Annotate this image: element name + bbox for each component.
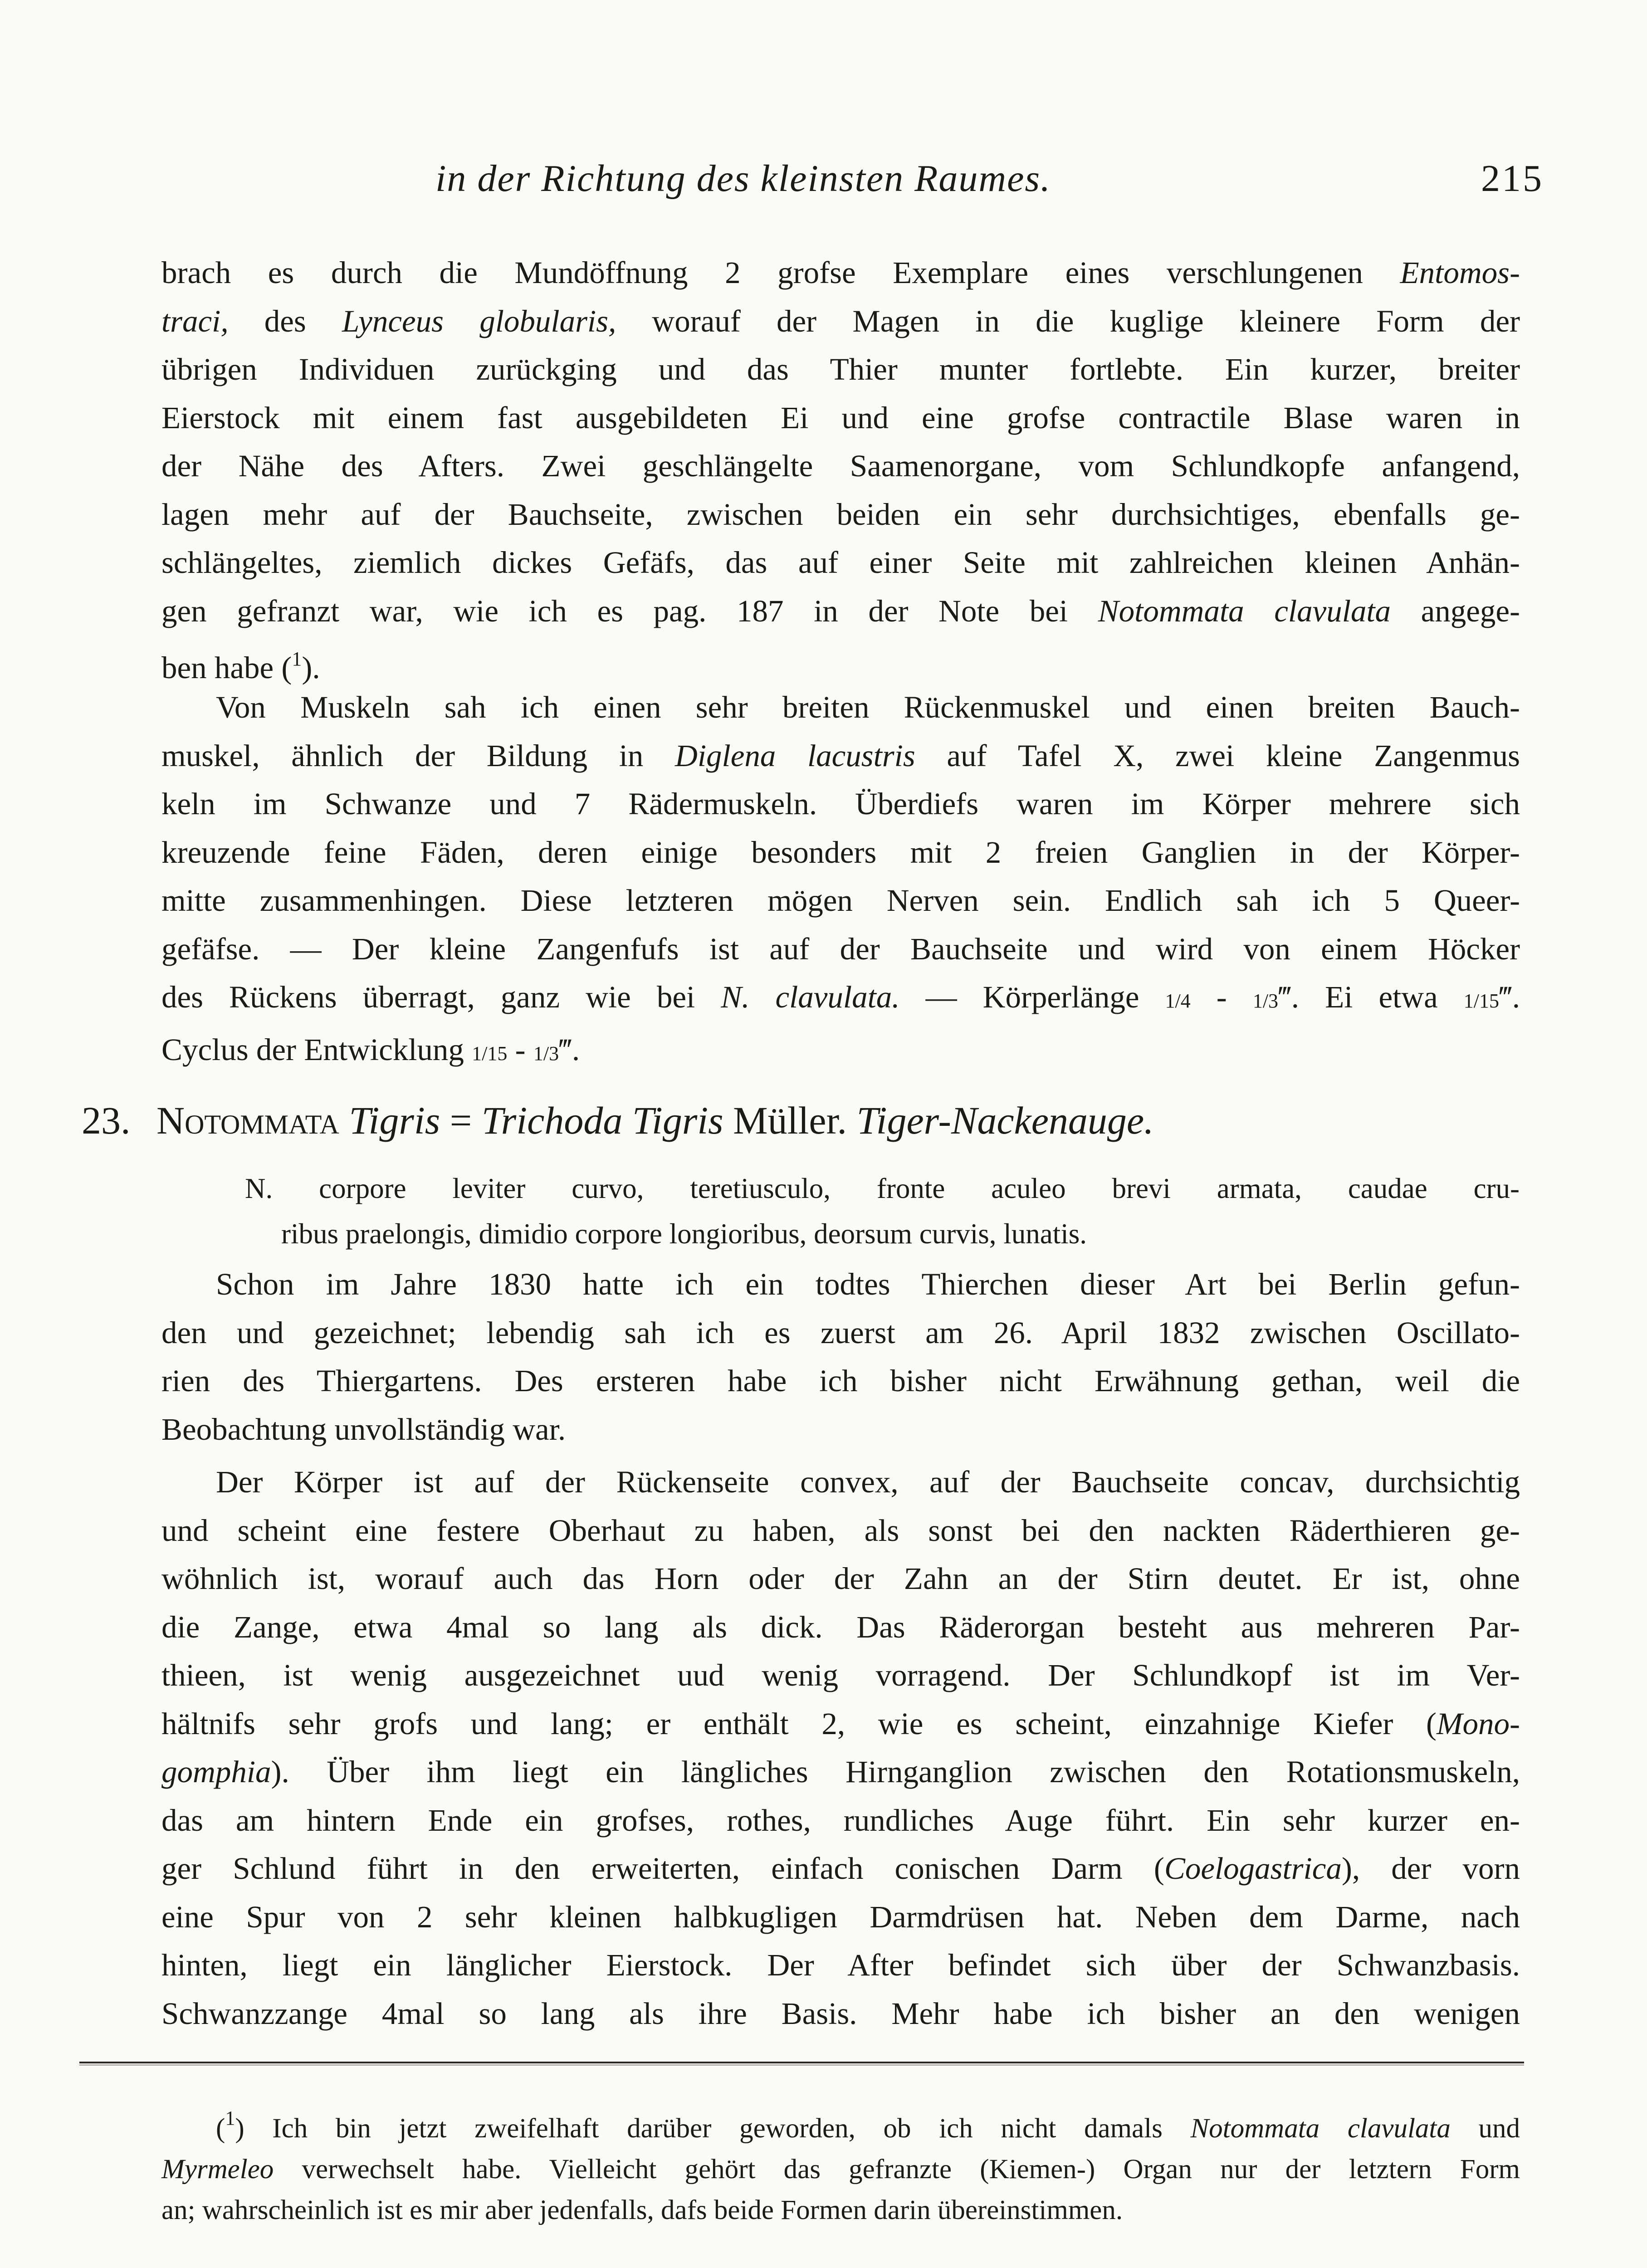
text-line: muskel, ähnlich der Bildung in Diglena lacustris auf Tafel X, zwei kleine Zangenmus <box>161 738 1520 773</box>
paragraph-continued <box>161 249 1520 692</box>
fraction: 1/4 <box>1165 990 1191 1012</box>
species-number: 23. <box>82 1099 131 1142</box>
fraction: 1/3 <box>1252 990 1279 1012</box>
text-line: Myrmeleo verwechselt habe. Vielleicht gehört das gefranzte (Kiemen-) Organ nur der letztern Form <box>161 2154 1520 2185</box>
text-line: und scheint eine festere Oberhaut zu haben, als sonst bei den nackten Räderthieren ge- <box>161 1513 1520 1548</box>
genus-name: Notommata <box>156 1099 339 1142</box>
text-line: brach es durch die Mundöffnung 2 grofse Exemplare eines verschlungenen Entomos- <box>161 255 1520 290</box>
latin-diagnosis <box>245 1166 1520 1256</box>
text-line: eine Spur von 2 sehr kleinen halbkugligen Darmdrüsen hat. Neben dem Darme, nach <box>161 1899 1520 1934</box>
text-line: lagen mehr auf der Bauchseite, zwischen beiden ein sehr durchsichtiges, ebenfalls ge- <box>161 497 1520 532</box>
text-line: rien des Thiergartens. Des ersteren habe ich bisher nicht Erwähnung gethan, weil die <box>161 1364 1520 1398</box>
fraction: 1/3 <box>533 1042 559 1065</box>
text-line: schlängeltes, ziemlich dickes Gefäfs, das auf einer Seite mit zahlreichen kleinen Anhän- <box>161 545 1520 580</box>
footnote <box>161 2098 1520 2231</box>
text-line: ($^1$) Ich bin jetzt zweifelhaft darüber geworden, ob ich nicht damals Notommata clavulata und <box>216 2107 1520 2144</box>
text-line: kreuzende feine Fäden, deren einige besonders mit 2 freien Ganglien in der Körper- <box>161 835 1520 870</box>
footnote-rule <box>79 2062 1524 2063</box>
text-line: übrigen Individuen zurückging und das Thier munter fortlebte. Ein kurzer, breiter <box>161 352 1520 386</box>
text-line: wöhnlich ist, worauf auch das Horn oder der Zahn an der Stirn deutet. Er ist, ohne <box>161 1561 1520 1596</box>
author-name: Müller. <box>733 1099 847 1142</box>
paragraph-anatomy <box>161 1458 1520 2038</box>
text-line: ribus praelongis, dimidio corpore longioribus, deorsum curvis, lunatis. <box>281 1218 1087 1250</box>
fraction: 1/15 <box>472 1042 508 1065</box>
species-epithet: Tigris <box>349 1099 440 1142</box>
text-line: N. corpore leviter curvo, teretiusculo, fronte aculeo brevi armata, caudae cru- <box>245 1173 1520 1204</box>
text-line: gen gefranzt war, wie ich es pag. 187 in der Note bei Notommata clavulata angege- <box>161 593 1520 628</box>
text-line: an; wahrscheinlich ist es mir aber jedenfalls, dafs beide Formen darin übereinstimmen. <box>161 2195 1123 2225</box>
paragraph-muscles <box>161 683 1520 1078</box>
text-line: thieen, ist wenig ausgezeichnet uud wenig vorragend. Der Schlundkopf ist im Ver- <box>161 1658 1520 1692</box>
running-title: in der Richtung des kleinsten Raumes. <box>435 157 1051 200</box>
footnote-ref: 1 <box>292 648 302 670</box>
text-line: ben habe ($^1$). <box>161 648 320 685</box>
footnote-marker: 1 <box>225 2107 235 2129</box>
text-line: keln im Schwanze und 7 Rädermuskeln. Überdiefs waren im Körper mehrere sich <box>161 787 1520 821</box>
text-line: Cyclus der Entwicklung 1/15 - 1/3‴. <box>161 1032 580 1067</box>
text-line: hältnifs sehr grofs und lang; er enthält 2, wie es scheint, einzahnige Kiefer (Mono- <box>161 1706 1520 1741</box>
fraction: 1/15 <box>1463 990 1499 1012</box>
text-line: mitte zusammenhingen. Diese letzteren mögen Nerven sein. Endlich sah ich 5 Queer- <box>161 883 1520 918</box>
text-line: Von Muskeln sah ich einen sehr breiten Rückenmuskel und einen breiten Bauch- <box>216 690 1520 724</box>
text-line: den und gezeichnet; lebendig sah ich es zuerst am 26. April 1832 zwischen Oscillato- <box>161 1315 1520 1350</box>
text-line: Beobachtung unvollständig war. <box>161 1412 566 1447</box>
text-line: des Rückens überragt, ganz wie bei N. clavulata. — Körperlänge 1/4 - 1/3‴. Ei etwa 1/15‴. <box>161 980 1520 1014</box>
species-heading <box>82 1098 1533 1143</box>
common-name: Tiger-Nackenauge. <box>856 1099 1154 1142</box>
text-line: das am hintern Ende ein grofses, rothes, rundliches Auge führt. Ein sehr kurzer en- <box>161 1803 1520 1838</box>
text-line: gefäfse. — Der kleine Zangenfufs ist auf der Bauchseite und wird von einem Höcker <box>161 931 1520 966</box>
text-line: ger Schlund führt in den erweiterten, einfach conischen Darm (Coelogastrica), der vorn <box>161 1851 1520 1886</box>
paragraph-history <box>161 1260 1520 1453</box>
page-number: 215 <box>1481 157 1544 200</box>
text-line: Eierstock mit einem fast ausgebildeten Ei und eine grofse contractile Blase waren in <box>161 400 1520 435</box>
text-line: Schwanzzange 4mal so lang als ihre Basis. Mehr habe ich bisher an den wenigen <box>161 1996 1520 2031</box>
equals-sign: = <box>450 1099 472 1142</box>
text-line: traci, des Lynceus globularis, worauf der Magen in die kuglige kleinere Form der <box>161 303 1520 338</box>
text-line: hinten, liegt ein länglicher Eierstock. Der After befindet sich über der Schwanzbasis. <box>161 1948 1520 1982</box>
synonym-name: Trichoda Tigris <box>481 1099 723 1142</box>
text-line: die Zange, etwa 4mal so lang als dick. Das Räderorgan besteht aus mehreren Par- <box>161 1609 1520 1644</box>
text-line: Der Körper ist auf der Rückenseite convex, auf der Bauchseite concav, durchsichtig <box>216 1465 1520 1499</box>
text-line: der Nähe des Afters. Zwei geschlängelte Saamenorgane, vom Schlundkopfe anfangend, <box>161 449 1520 483</box>
text-line: gomphia). Über ihm liegt ein längliches Hirnganglion zwischen den Rotationsmuskeln, <box>161 1755 1520 1789</box>
text-line: Schon im Jahre 1830 hatte ich ein todtes Thierchen dieser Art bei Berlin gefun- <box>216 1267 1520 1301</box>
